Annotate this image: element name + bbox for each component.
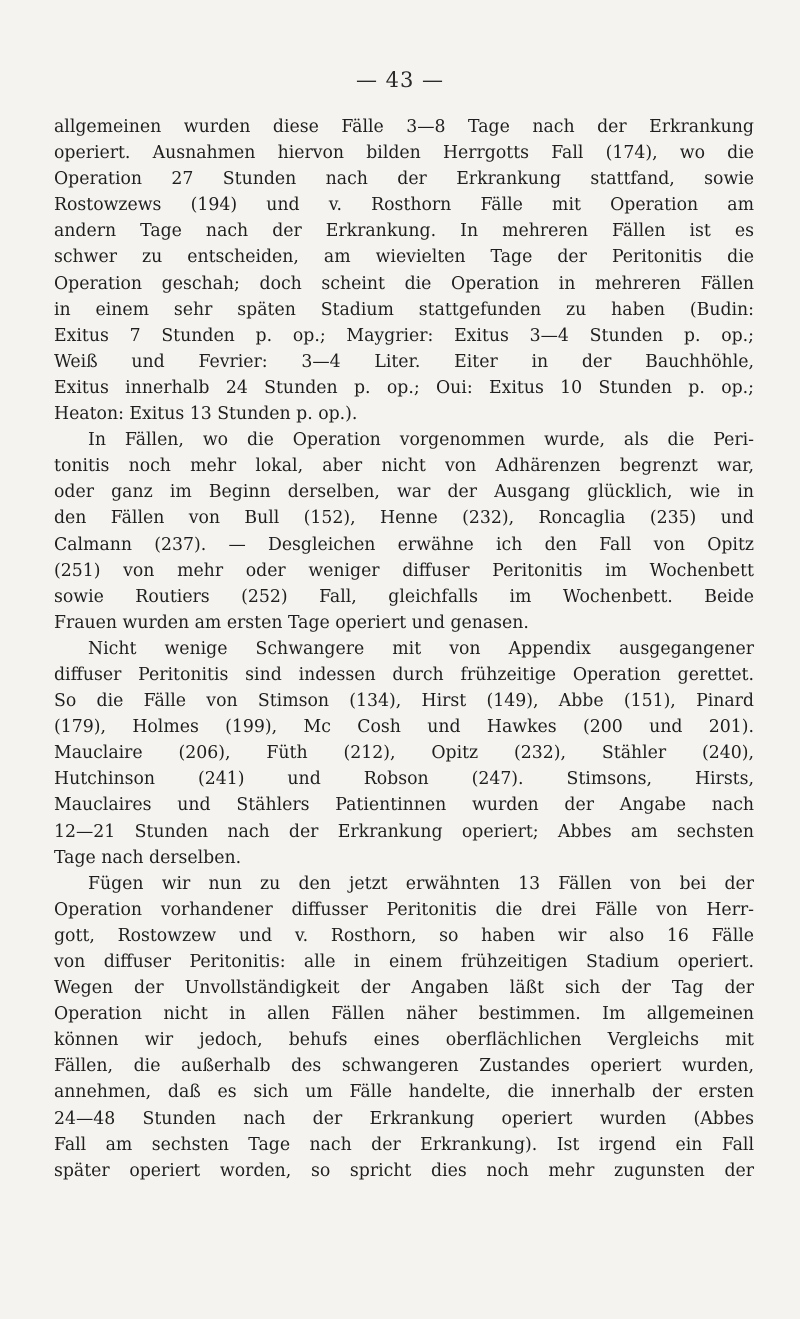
text-line: schwer zu entscheiden, am wievielten Tage der Peritonitis die bbox=[54, 247, 754, 268]
text-line: gott, Rostowzew und v. Rosthorn, so haben wir also 16 Fälle bbox=[54, 925, 754, 946]
text-line: annehmen, daß es sich um Fälle handelte, die innerhalb der ersten bbox=[54, 1082, 754, 1103]
text-line: (251) von mehr oder weniger diffuser Peritonitis im Wochenbett bbox=[54, 560, 754, 581]
text-line: So die Fälle von Stimson (134), Hirst (149), Abbe (151), Pinard bbox=[54, 691, 754, 712]
text-line: Wegen der Unvollständigkeit der Angaben läßt sich der Tag der bbox=[54, 978, 754, 999]
text-line: sowie Routiers (252) Fall, gleichfalls im Wochenbett. Beide bbox=[54, 586, 754, 607]
text-line: 24—48 Stunden nach der Erkrankung operiert wurden (Abbes bbox=[54, 1108, 754, 1129]
text-line: Fall am sechsten Tage nach der Erkrankung). Ist irgend ein Fall bbox=[54, 1134, 754, 1155]
text-line: später operiert worden, so spricht dies noch mehr zugunsten der bbox=[54, 1160, 754, 1181]
text-line: allgemeinen wurden diese Fälle 3—8 Tage nach der Erkrankung bbox=[54, 117, 754, 137]
text-line: Frauen wurden am ersten Tage operiert und genasen. bbox=[54, 612, 529, 633]
text-line: oder ganz im Beginn derselben, war der Ausgang glücklich, wie in bbox=[54, 482, 754, 503]
text-line: Operation 27 Stunden nach der Erkrankung stattfand, sowie bbox=[54, 169, 754, 190]
paragraph-4 bbox=[54, 871, 754, 1184]
text-line: Mauclaires und Stählers Patientinnen wurden der Angabe nach bbox=[54, 795, 754, 816]
text-line: Fällen, die außerhalb des schwangeren Zustandes operiert wurden, bbox=[54, 1056, 754, 1077]
text-line: (179), Holmes (199), Mc Cosh und Hawkes (200 und 201). bbox=[54, 717, 754, 738]
paragraph-3 bbox=[54, 636, 754, 871]
paragraph-2 bbox=[54, 427, 754, 636]
text-line: diffuser Peritonitis sind indessen durch frühzeitige Operation gerettet. bbox=[54, 664, 754, 685]
text-line: Operation nicht in allen Fällen näher bestimmen. Im allgemeinen bbox=[54, 1004, 754, 1025]
text-line: Rostowzews (194) und v. Rosthorn Fälle mit Operation am bbox=[54, 195, 754, 216]
text-line: Mauclaire (206), Füth (212), Opitz (232), Stähler (240), bbox=[54, 743, 754, 764]
text-line: Operation vorhandener diffusser Peritonitis die drei Fälle von Herr- bbox=[54, 899, 754, 920]
text-line: 12—21 Stunden nach der Erkrankung operiert; Abbes am sechsten bbox=[54, 821, 754, 842]
text-line: Weiß und Fevrier: 3—4 Liter. Eiter in der Bauchhöhle, bbox=[54, 351, 754, 372]
text-line: tonitis noch mehr lokal, aber nicht von Adhärenzen begrenzt war, bbox=[54, 456, 754, 477]
text-line: Fügen wir nun zu den jetzt erwähnten 13 Fällen von bei der bbox=[88, 873, 754, 894]
text-line: Nicht wenige Schwangere mit von Appendix ausgegangener bbox=[88, 638, 754, 659]
paragraph-1 bbox=[54, 114, 754, 427]
text-line: Heaton: Exitus 13 Stunden p. op.). bbox=[54, 404, 358, 425]
text-line: operiert. Ausnahmen hiervon bilden Herrgotts Fall (174), wo die bbox=[54, 143, 754, 164]
text-line: andern Tage nach der Erkrankung. In mehreren Fällen ist es bbox=[54, 221, 754, 242]
page-number: — 43 — bbox=[355, 68, 445, 92]
text-line: können wir jedoch, behufs eines oberflächlichen Vergleichs mit bbox=[54, 1030, 754, 1051]
body-text bbox=[54, 114, 754, 1184]
text-line: Exitus 7 Stunden p. op.; Maygrier: Exitus 3—4 Stunden p. op.; bbox=[54, 325, 754, 346]
text-line: Hutchinson (241) und Robson (247). Stimsons, Hirsts, bbox=[54, 769, 754, 790]
text-line: Operation geschah; doch scheint die Operation in mehreren Fällen bbox=[54, 273, 754, 294]
text-line: Exitus innerhalb 24 Stunden p. op.; Oui: Exitus 10 Stunden p. op.; bbox=[54, 377, 754, 398]
text-line: In Fällen, wo die Operation vorgenommen wurde, als die Peri- bbox=[88, 430, 754, 451]
text-line: in einem sehr späten Stadium stattgefunden zu haben (Budin: bbox=[54, 299, 754, 320]
text-line: Tage nach derselben. bbox=[54, 847, 242, 868]
text-line: den Fällen von Bull (152), Henne (232), Roncaglia (235) und bbox=[54, 508, 754, 529]
text-line: Calmann (237). — Desgleichen erwähne ich den Fall von Opitz bbox=[54, 534, 754, 555]
text-line: von diffuser Peritonitis: alle in einem frühzeitigen Stadium operiert. bbox=[54, 952, 754, 972]
